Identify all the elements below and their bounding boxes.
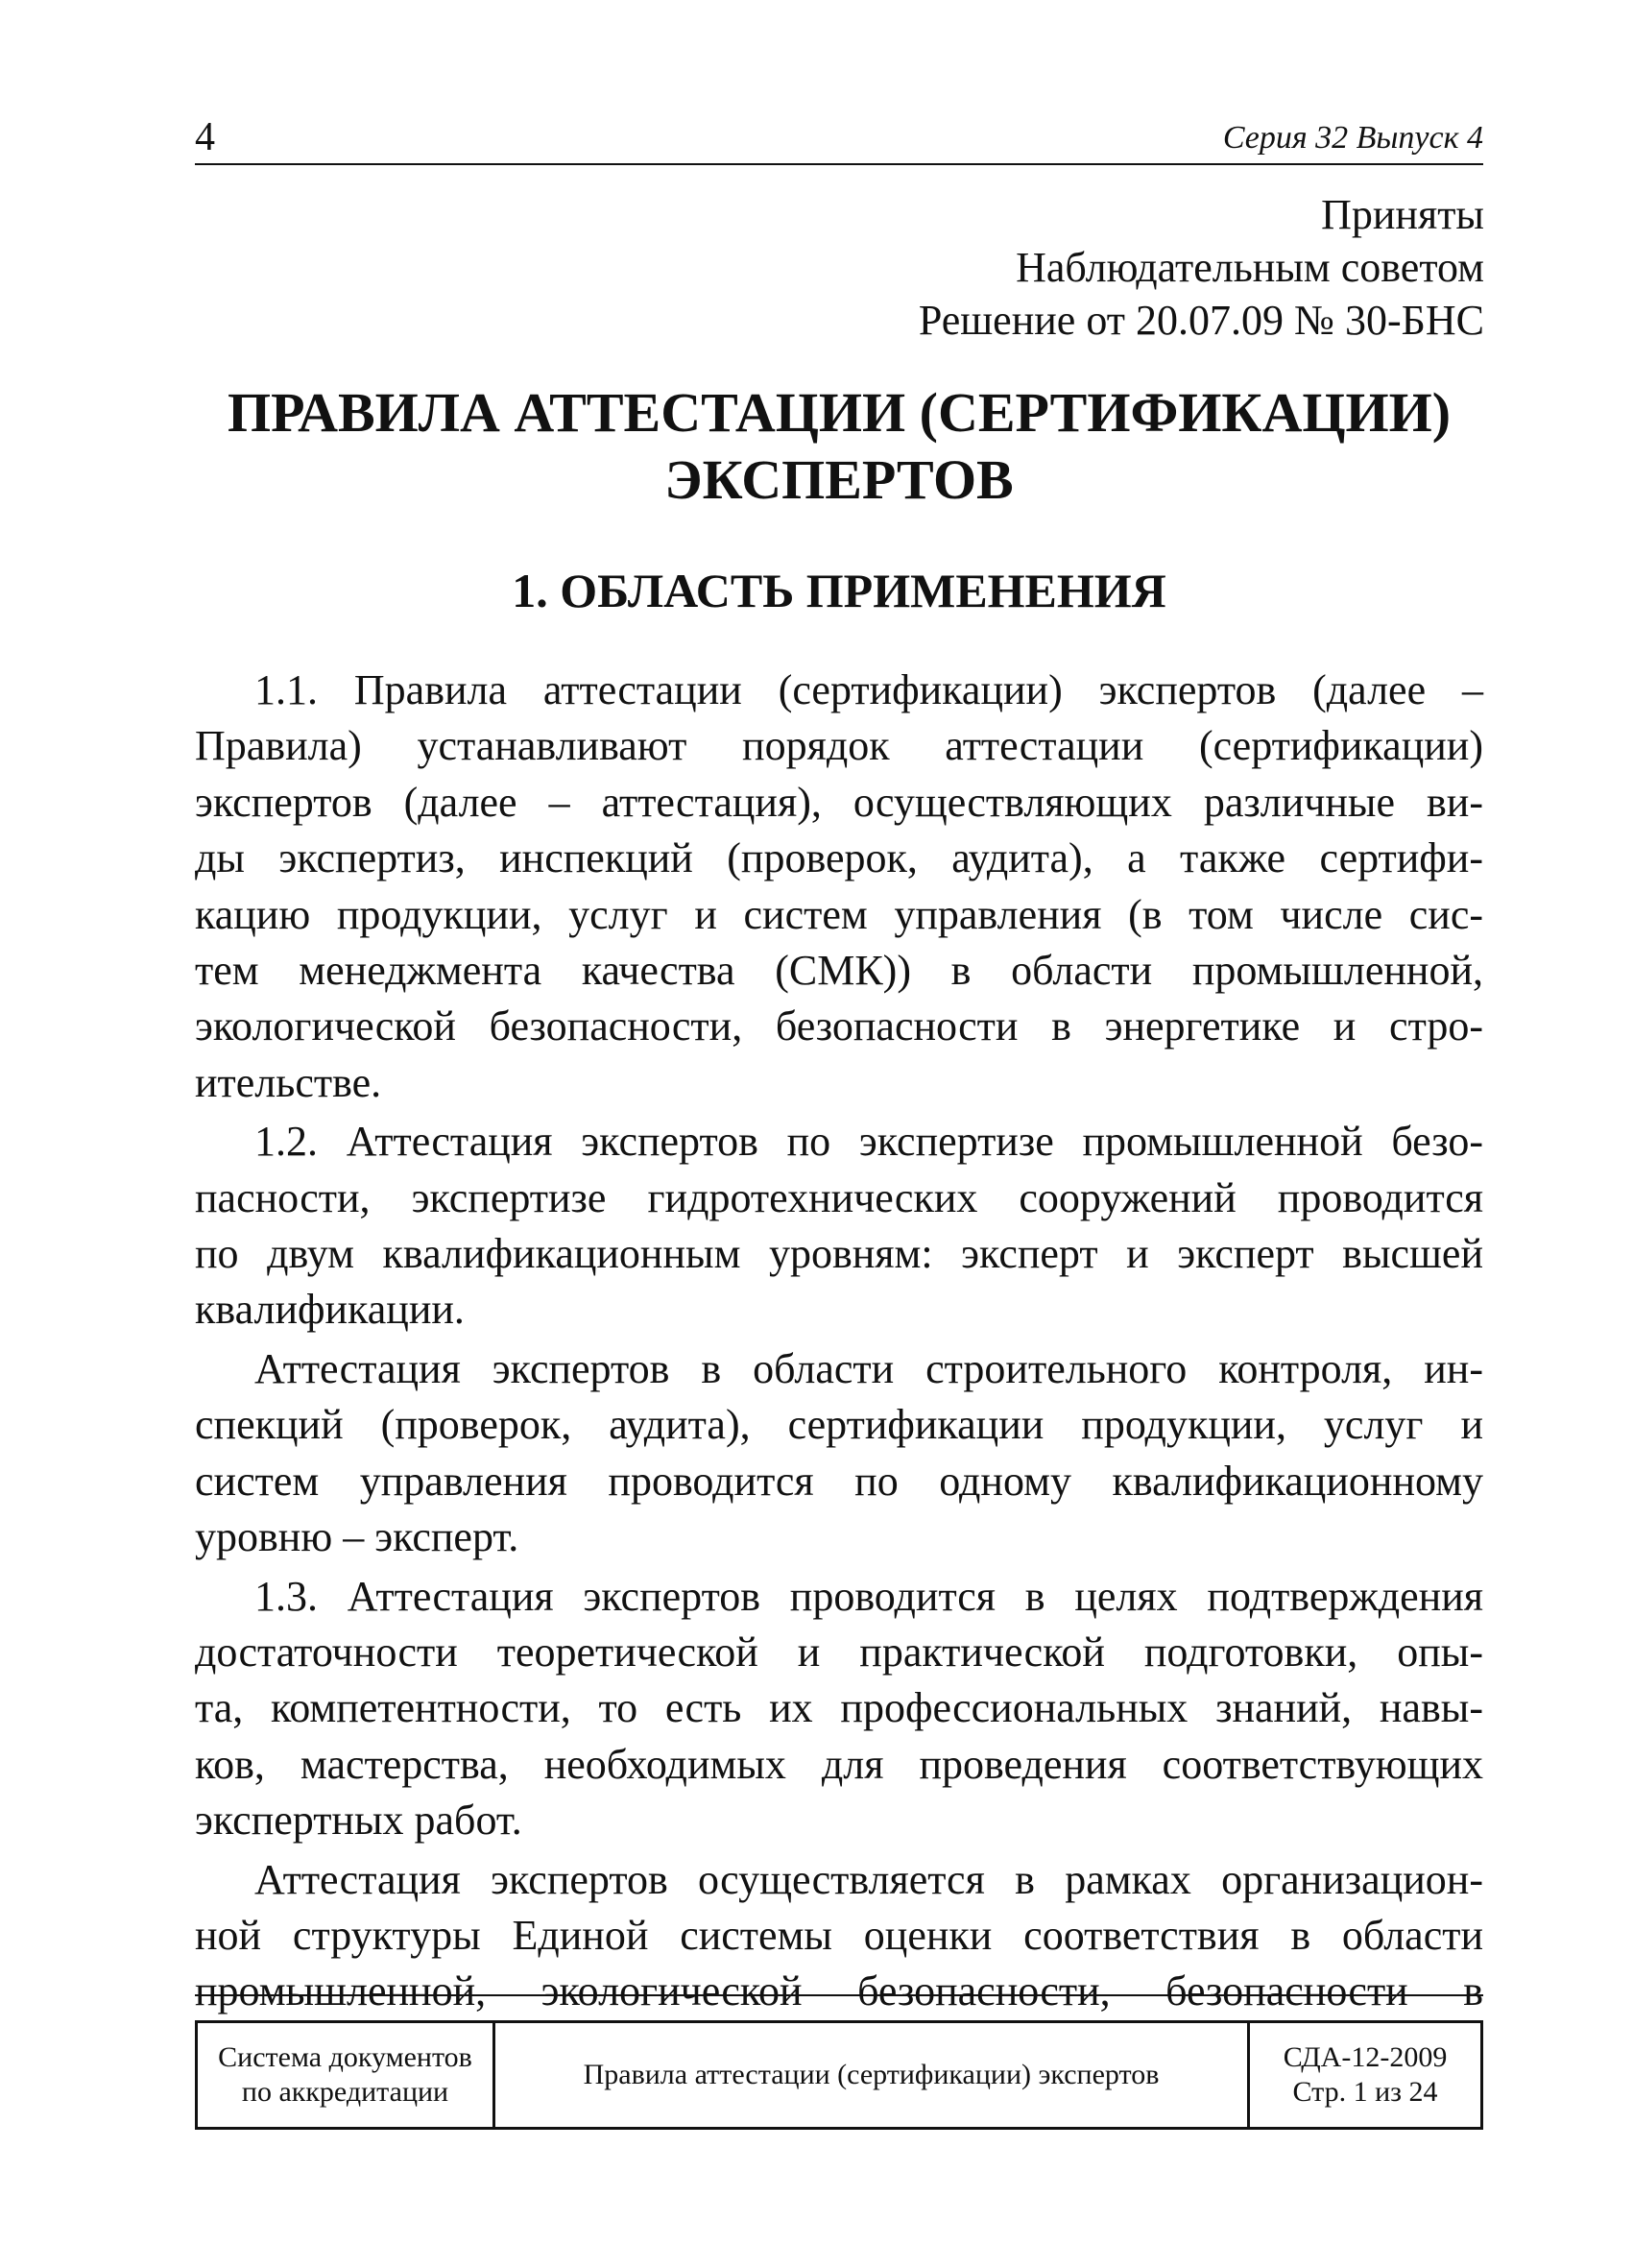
- paragraph: [195, 1114, 1483, 1339]
- title-line: ЭКСПЕРТОВ: [664, 448, 1014, 511]
- document-title: [195, 379, 1483, 514]
- text-line: систем управления проводится по одному квалификационному: [195, 1457, 1483, 1505]
- footer-page-info: Стр. 1 из 24: [1292, 2076, 1438, 2108]
- text-line: квалификации.: [195, 1286, 465, 1334]
- footer-doc-title: Правила аттестации (сертификации) экспертов: [583, 2059, 1160, 2090]
- text-line: Правила) устанавливают порядок аттестации (сертификации): [195, 722, 1483, 770]
- text-line: Аттестация экспертов осуществляется в рамках организацион-: [254, 1855, 1483, 1903]
- text-line: экспертных работ.: [195, 1797, 522, 1845]
- footer-system-line: по аккредитации: [241, 2076, 449, 2108]
- footer-system-line: Система документов: [218, 2041, 472, 2073]
- text-line: кацию продукции, услуг и систем управления (в том числе сис-: [195, 890, 1483, 938]
- text-line: ительстве.: [195, 1058, 382, 1106]
- footer-code-cell: [1250, 2023, 1480, 2127]
- text-line: пасности, экспертизе гидротехнических сооружений проводится: [195, 1173, 1483, 1221]
- page-header: [195, 113, 1483, 165]
- section-heading: 1. ОБЛАСТЬ ПРИМЕНЕНИЯ: [512, 564, 1166, 617]
- text-line: спекций (проверок, аудита), сертификации продукции, услуг и: [195, 1401, 1483, 1449]
- footer-divider: [195, 1994, 1483, 1996]
- text-line: экологической безопасности, безопасности в энергетике и стро-: [195, 1002, 1483, 1050]
- text-line: Аттестация экспертов в области строительного контроля, ин-: [254, 1344, 1483, 1392]
- text-line: та, компетентности, то есть их профессиональных знаний, навы-: [195, 1684, 1483, 1732]
- footer-title-cell: [495, 2023, 1250, 2127]
- text-line: тем менеджмента качества (СМК)) в области промышленной,: [195, 947, 1483, 995]
- paragraph: [195, 1569, 1483, 1849]
- text-line: 1.2. Аттестация экспертов по экспертизе промышленной безо-: [254, 1118, 1483, 1166]
- text-line: достаточности теоретической и практической подготовки, опы-: [195, 1628, 1483, 1676]
- approval-line: Приняты: [1321, 191, 1484, 238]
- text-line: по двум квалификационным уровням: эксперт и эксперт высшей: [195, 1230, 1483, 1278]
- body-text: [195, 663, 1483, 2023]
- title-line: ПРАВИЛА АТТЕСТАЦИИ (СЕРТИФИКАЦИИ): [227, 381, 1452, 444]
- series-label: Серия 32 Выпуск 4: [1222, 120, 1483, 156]
- approval-line: Решение от 20.07.09 № 30-БНС: [918, 297, 1484, 344]
- text-line: 1.3. Аттестация экспертов проводится в целях подтверждения: [254, 1572, 1483, 1620]
- page-number: 4: [195, 115, 215, 159]
- paragraph: [195, 1341, 1483, 1566]
- footer-doc-code: СДА-12-2009: [1283, 2041, 1448, 2073]
- footer-table: [195, 2020, 1483, 2130]
- text-line: уровню – эксперт.: [195, 1513, 519, 1561]
- approval-line: Наблюдательным советом: [1016, 244, 1484, 291]
- text-line: экспертов (далее – аттестация), осуществляющих различные ви-: [195, 778, 1483, 826]
- approval-block: [620, 188, 1484, 347]
- text-line: промышленной, экологической безопасности, безопасности в: [195, 1967, 1483, 2015]
- text-line: ной структуры Единой системы оценки соответствия в области: [195, 1911, 1483, 1959]
- text-line: ды экспертиз, инспекций (проверок, аудита), а также сертифи-: [195, 834, 1483, 882]
- text-line: ков, мастерства, необходимых для проведения соответствующих: [195, 1740, 1483, 1788]
- text-line: 1.1. Правила аттестации (сертификации) экспертов (далее –: [254, 666, 1483, 713]
- paragraph: [195, 663, 1483, 1111]
- footer-system-cell: [198, 2023, 495, 2127]
